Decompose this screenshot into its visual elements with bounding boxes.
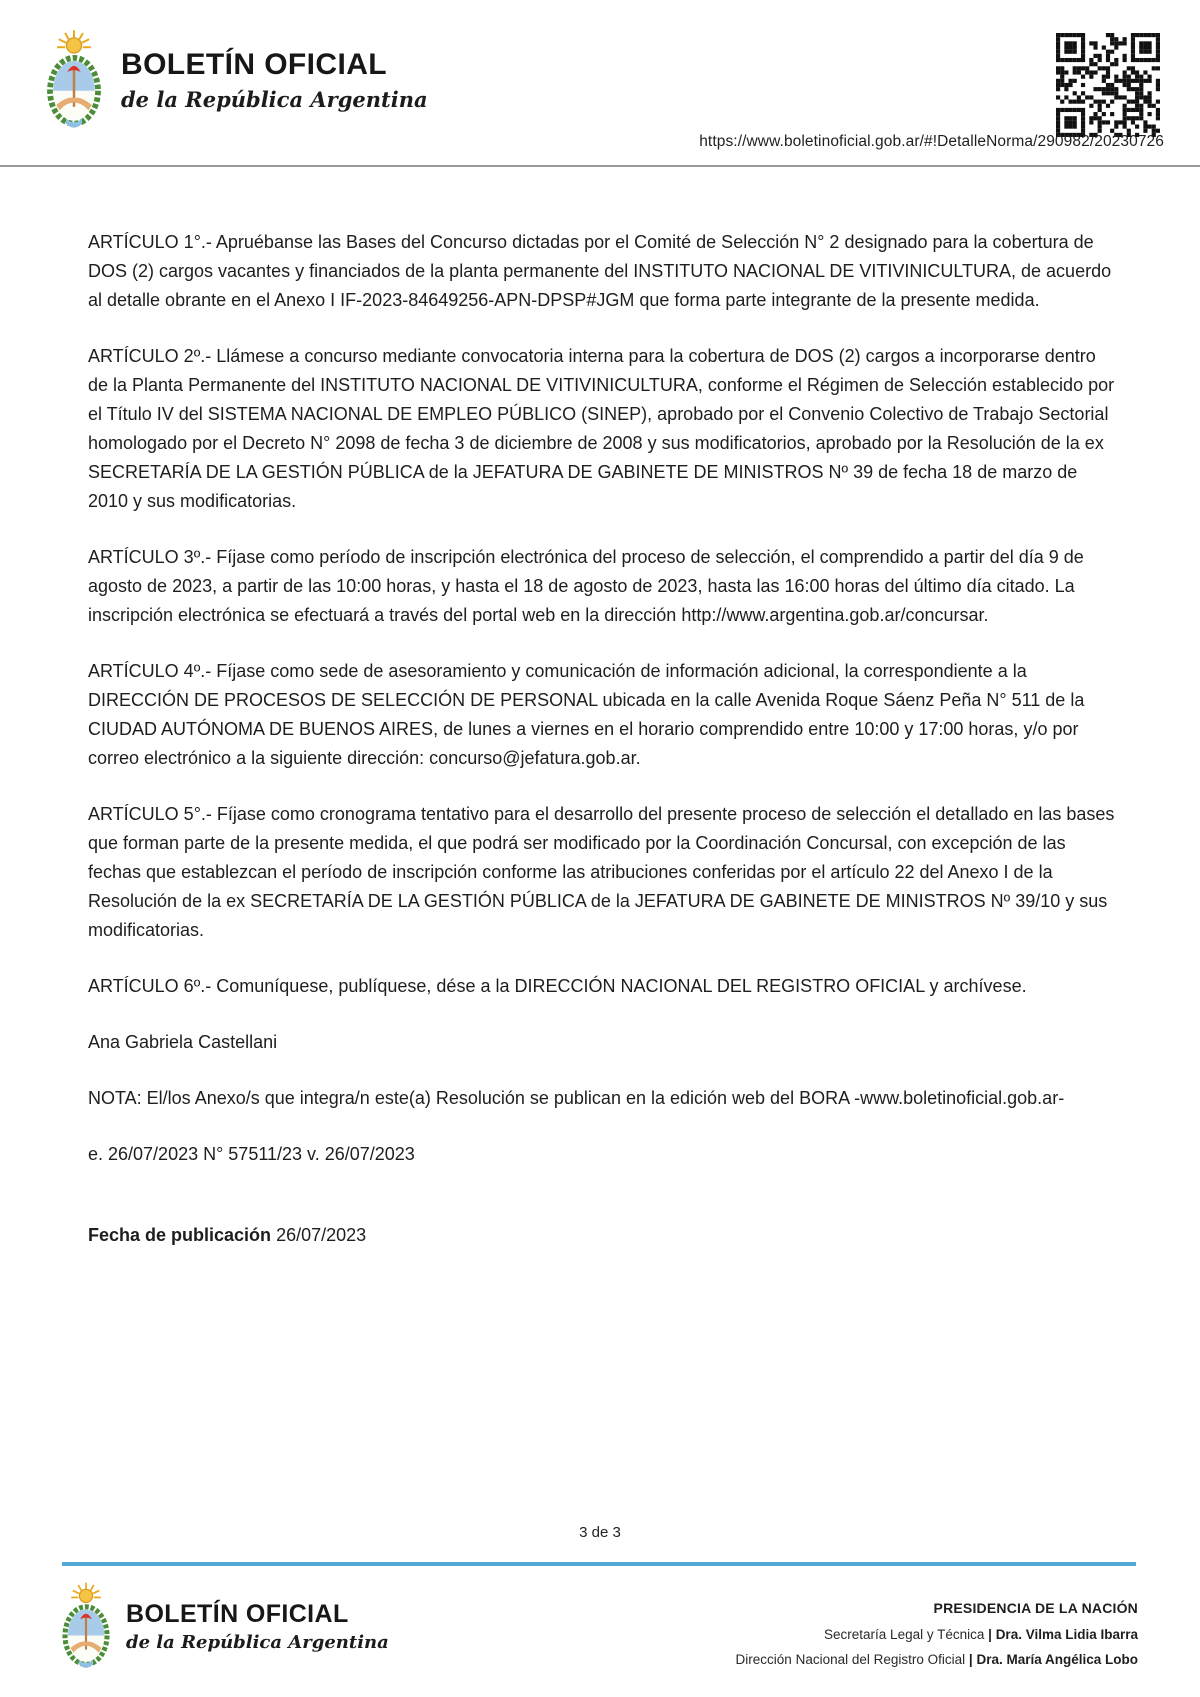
article-1-paragraph: ARTÍCULO 1°.- Apruébanse las Bases del Concurso dictadas por el Comité de Selección N° 2 designado para la cobertura de DOS (2) cargos vacantes y financiados de la planta permanente del INSTITUTO NACIONAL DE VITIVINICULTURA, de acuerdo al detalle obrante en el Anexo I IF-2023-84649256-APN-DPSP#JGM que forma parte integrante de la presente medida. bbox=[88, 232, 1112, 310]
publication-date-label: Fecha de publicación bbox=[88, 1225, 272, 1245]
edict-reference: e. 26/07/2023 N° 57511/23 v. 26/07/2023 bbox=[88, 1144, 415, 1164]
article-6-paragraph: ARTÍCULO 6º.- Comuníquese, publíquese, dése a la DIRECCIÓN NACIONAL DEL REGISTRO OFICIAL y archívese. bbox=[88, 976, 1027, 996]
credit-name: Dra. María Angélica Lobo bbox=[976, 1652, 1138, 1667]
footer-accent-bar bbox=[62, 1562, 1136, 1566]
article-4-paragraph: ARTÍCULO 4º.- Fíjase como sede de asesoramiento y comunicación de información adicional, la correspondiente a la DIRECCIÓN DE PROCESOS DE SELECCIÓN DE PERSONAL ubicada en la calle Avenida Roque Sáenz Peña N° 511 de la CIUDAD AUTÓNOMA DE BUENOS AIRES, de lunes a viernes en el horario comprendido entre 10:00 y 17:00 horas, y/o por correo electrónico a la siguiente dirección: concurso@jefatura.gob.ar. bbox=[88, 661, 1085, 768]
credit-office: Dirección Nacional del Registro Oficial bbox=[735, 1652, 966, 1667]
brand-subtitle: de la República Argentina bbox=[121, 87, 428, 112]
brand-logo bbox=[42, 28, 428, 134]
article-3-paragraph: ARTÍCULO 3º.- Fíjase como período de inscripción electrónica del proceso de selección, el comprendido a partir del día 9 de agosto de 2023, a partir de las 10:00 horas, y hasta el 18 de agosto de 2023, hasta las 16:00 horas del último día citado. La inscripción electrónica se efectuará a través del portal web en la dirección http://www.argentina.gob.ar/concursar. bbox=[88, 547, 1084, 625]
coat-of-arms-icon bbox=[42, 28, 106, 134]
credit-separator: | bbox=[988, 1627, 992, 1642]
header-divider bbox=[0, 165, 1200, 167]
coat-of-arms-icon bbox=[58, 1580, 114, 1674]
nota-paragraph: NOTA: El/los Anexo/s que integra/n este(a) Resolución se publican en la edición web del BORA -www.boletinoficial.gob.ar- bbox=[88, 1088, 1065, 1108]
brand-text bbox=[121, 50, 428, 112]
article-2-paragraph: ARTÍCULO 2º.- Llámese a concurso mediante convocatoria interna para la cobertura de DOS (2) cargos a incorporarse dentro de la Planta Permanente del INSTITUTO NACIONAL DE VITIVINICULTURA, conforme el Régimen de Selección establecido por el Título IV del SISTEMA NACIONAL DE EMPLEO PÚBLICO (SINEP), aprobado por el Convenio Colectivo de Trabajo Sectorial homologado por el Decreto N° 2098 de fecha 3 de diciembre de 2008 y sus modificatorios, aprobado por la Resolución de la ex SECRETARÍA DE LA GESTIÓN PÚBLICA de la JEFATURA DE GABINETE DE MINISTROS Nº 39 de fecha 18 de marzo de 2010 y sus modificatorias. bbox=[88, 346, 1115, 511]
presidency-title: PRESIDENCIA DE LA NACIÓN bbox=[933, 1600, 1138, 1616]
footer-credits bbox=[736, 1600, 1138, 1677]
qr-code bbox=[1056, 33, 1160, 137]
credit-name: Dra. Vilma Lidia Ibarra bbox=[995, 1627, 1138, 1642]
footer-brand-logo bbox=[58, 1580, 389, 1674]
footer-brand-subtitle: de la República Argentina bbox=[126, 1631, 389, 1653]
credit-line-secretaria bbox=[736, 1627, 1138, 1642]
footer-brand-title: BOLETÍN OFICIAL bbox=[126, 1599, 349, 1628]
credit-office: Secretaría Legal y Técnica bbox=[824, 1627, 985, 1642]
footer-brand-text bbox=[126, 1599, 389, 1653]
article-5-paragraph: ARTÍCULO 5°.- Fíjase como cronograma tentativo para el desarrollo del presente proceso de selección el detallado en las bases que forman parte de la presente medida, el que podrá ser modificado por la Coordinación Concursal, con excepción de las fechas que establezcan el período de inscripción conforme las atribuciones conferidas por el artículo 22 del Anexo I de la Resolución de la ex SECRETARÍA DE LA GESTIÓN PÚBLICA de la JEFATURA DE GABINETE DE MINISTROS Nº 39/10 y sus modificatorias. bbox=[88, 804, 1115, 940]
publication-date-value: 26/07/2023 bbox=[276, 1225, 367, 1245]
publication-date-line bbox=[88, 1221, 1120, 1250]
credit-line-direccion bbox=[736, 1652, 1138, 1667]
document-body bbox=[88, 228, 1120, 1277]
document-url: https://www.boletinoficial.gob.ar/#!DetalleNorma/290982/20230726 bbox=[699, 133, 1164, 150]
brand-title: BOLETÍN OFICIAL bbox=[121, 48, 387, 81]
page-number: 3 de 3 bbox=[579, 1524, 621, 1541]
credit-separator: | bbox=[968, 1652, 973, 1667]
signature-name: Ana Gabriela Castellani bbox=[88, 1032, 278, 1052]
